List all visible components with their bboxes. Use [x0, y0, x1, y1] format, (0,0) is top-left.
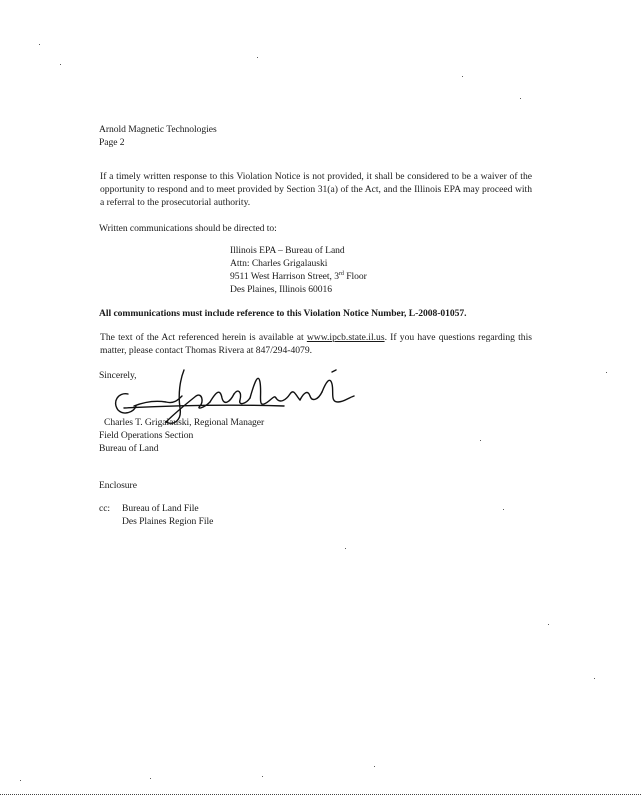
scan-speck	[462, 76, 463, 77]
enclosure-text: Enclosure	[99, 480, 137, 491]
cc-item-1: Bureau of Land File	[122, 503, 199, 514]
scan-speck	[257, 57, 258, 58]
reference-line	[99, 307, 466, 320]
scan-speck	[345, 548, 346, 549]
address-line-2: Attn: Charles Grigalauski	[230, 258, 328, 269]
address-line-3-post: Floor	[343, 271, 367, 282]
scan-speck	[39, 44, 40, 45]
address-line-3-pre: 9511 West Harrison Street, 3	[230, 271, 339, 282]
company-name: Arnold Magnetic Technologies	[99, 124, 217, 135]
reference-text: All communications must include reference to this Violation Notice Number, L-2008-01057.	[99, 308, 467, 319]
address-line-4: Des Plaines, Illinois 60016	[230, 284, 333, 295]
directions-line: Written communications should be directed to:	[99, 223, 277, 234]
scan-speck	[20, 780, 21, 781]
signer-name-title: Charles T. Grigalauski, Regional Manager	[104, 417, 265, 428]
response-paragraph: If a timely written response to this Violation Notice is not provided, it shall be considered to be a waiver of the opportunity to respond and to meet provided by Section 31(a) of the Act, and the Illinois EPA may proceed with a referral to the prosecutorial authority.	[100, 171, 532, 209]
signer-bureau: Bureau of Land	[99, 443, 159, 454]
scan-speck	[60, 64, 61, 65]
sincerely-text: Sincerely,	[99, 370, 137, 381]
scan-speck	[548, 624, 549, 625]
scan-speck	[262, 776, 263, 777]
scan-speck	[520, 98, 521, 99]
act-paragraph-pre: The text of the Act referenced herein is available at	[100, 332, 307, 343]
scan-speck	[374, 766, 375, 767]
act-paragraph-post: . If you have questions regarding this matter, please contact Thomas Rivera at 847/294-4079.	[100, 332, 532, 357]
act-paragraph	[100, 331, 532, 357]
act-website-link[interactable]: www.ipcb.state.il.us	[306, 332, 385, 343]
address-line-1: Illinois EPA – Bureau of Land	[230, 245, 345, 256]
scan-speck	[503, 509, 504, 510]
address-line-3-sup: rd	[338, 271, 344, 277]
cc-label: cc:	[99, 503, 111, 514]
signer-section: Field Operations Section	[99, 430, 194, 441]
scan-bottom-edge	[0, 794, 641, 795]
cc-item-2: Des Plaines Region File	[122, 516, 214, 527]
scan-speck	[594, 678, 595, 679]
scan-speck	[480, 440, 481, 441]
scan-speck	[150, 778, 151, 779]
scan-speck	[606, 372, 607, 373]
address-line-3	[230, 270, 367, 283]
page-number: Page 2	[99, 137, 125, 148]
